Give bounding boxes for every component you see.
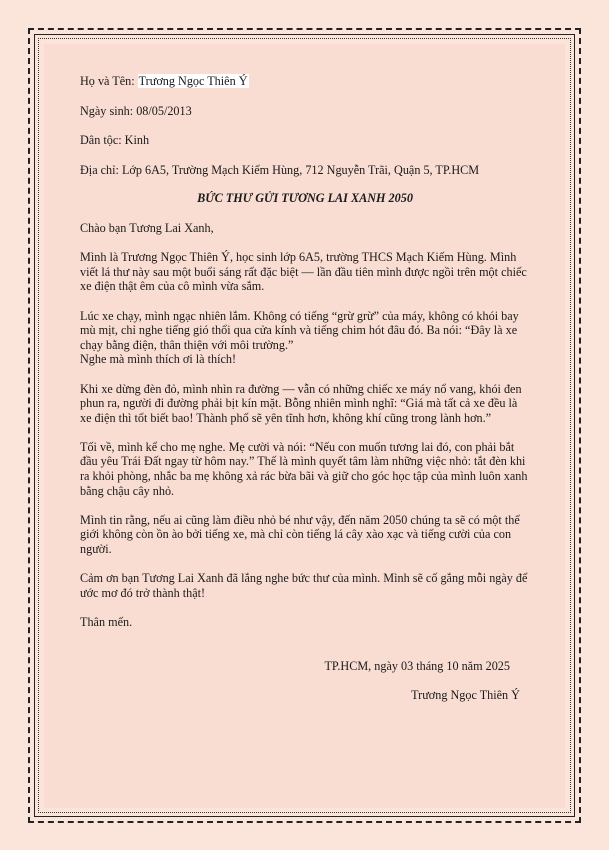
letter-content [80, 74, 530, 703]
paragraph-2-text: Lúc xe chạy, mình ngạc nhiên lắm. Không có tiếng “grừ grừ” của máy, không có khói bay mù mịt, chỉ nghe tiếng gió thổi qua cửa kính và tiếng chim hót đâu đó. Ba nói: “Đây là xe chạy bằng điện, thân thiện với môi trường.” [80, 308, 519, 352]
dob-line: Ngày sinh: 08/05/2013 [80, 103, 192, 118]
paragraph-1: Mình là Trương Ngọc Thiên Ý, học sinh lớp 6A5, trường THCS Mạch Kiếm Hùng. Mình viết lá thư này sau một buổi sáng rất đặc biệt — lần đầu tiên mình được ngồi trên một chiếc xe điện thật êm của cô mình vừa sắm. [80, 250, 527, 294]
signature-block [80, 659, 530, 703]
paragraph-6: Cảm ơn bạn Tương Lai Xanh đã lắng nghe bức thư của mình. Mình sẽ cố gắng mỗi ngày để ước mơ đó trở thành thật! [80, 571, 528, 600]
ethnicity-line: Dân tộc: Kinh [80, 133, 150, 148]
name-line [80, 74, 530, 89]
paragraph-3: Khi xe dừng đèn đỏ, mình nhìn ra đường — vẫn có những chiếc xe máy nổ vang, khói đen phun ra, người đi đường phải bịt kín mặt. Bỗng nhiên mình nghĩ: “Giá mà tất cả xe đều là xe điện thì tốt biết bao! Thành phố sẽ yên tĩnh hơn, không khí cũng trong lành hơn.” [80, 381, 522, 425]
greeting: Chào bạn Tương Lai Xanh, [80, 220, 214, 235]
paragraph-2 [80, 309, 530, 367]
closing: Thân mến. [80, 615, 133, 629]
signature-name: Trương Ngọc Thiên Ý [411, 688, 520, 703]
paragraph-5: Mình tin rằng, nếu ai cũng làm điều nhỏ bé như vậy, đến năm 2050 chúng ta sẽ có một thế giới không còn ồn ào bởi tiếng xe, mà chỉ còn tiếng lá cây xào xạc và tiếng cười của con người. [80, 512, 520, 557]
address-line: Địa chỉ: Lớp 6A5, Trường Mạch Kiếm Hùng, 712 Nguyễn Trãi, Quận 5, TP.HCM [80, 162, 480, 177]
date-line: TP.HCM, ngày 03 tháng 10 năm 2025 [324, 658, 510, 673]
name-label: Họ và Tên: [80, 74, 138, 88]
paragraph-4: Tối về, mình kể cho mẹ nghe. Mẹ cười và nói: “Nếu con muốn tương lai đó, con phải bắt đầu yêu Trái Đất ngay từ hôm nay.” Thế là mình quyết tâm làm những việc nhỏ: tắt đèn khi ra khỏi phòng, nhắc ba mẹ không xả rác bừa bãi và giữ cho góc học tập của mình luôn xanh bằng chậu cây nhỏ. [80, 439, 528, 498]
paragraph-2-extra: Nghe mà mình thích ơi là thích! [80, 352, 237, 367]
name-value[interactable]: Trương Ngọc Thiên Ý [138, 74, 248, 88]
letter-title: BỨC THƯ GỬI TƯƠNG LAI XANH 2050 [197, 191, 413, 206]
